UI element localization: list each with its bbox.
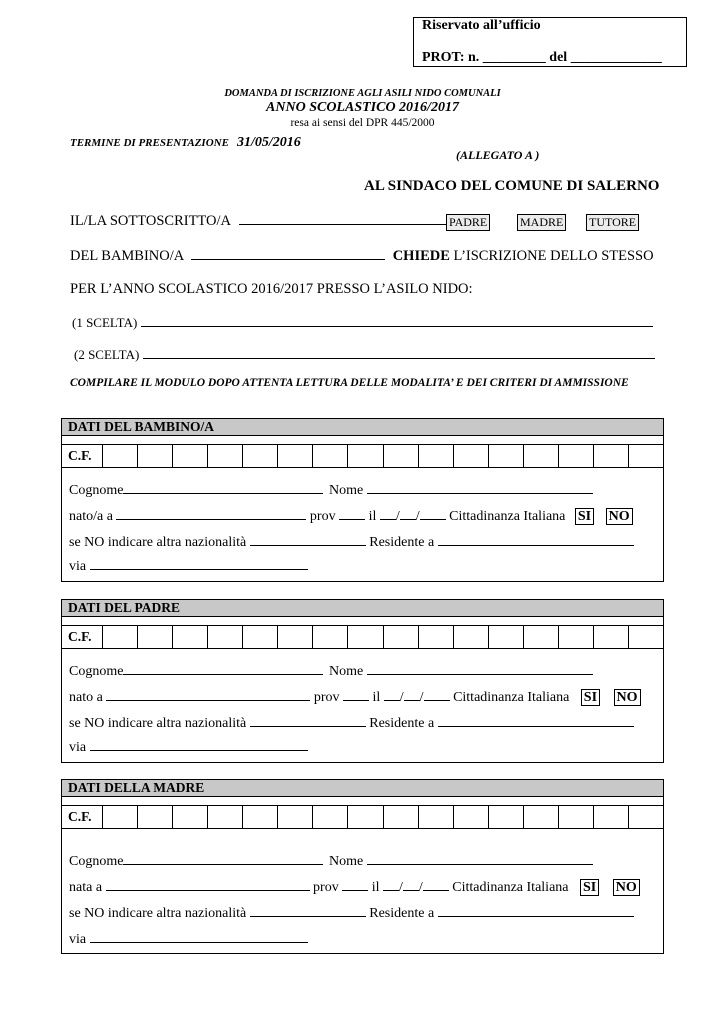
il-label: il — [368, 509, 377, 524]
birthplace-field[interactable] — [106, 878, 310, 891]
choice1-field[interactable] — [141, 314, 653, 327]
name-line — [69, 481, 593, 499]
cf-cell[interactable] — [383, 626, 418, 648]
form-title: DOMANDA DI ISCRIZIONE AGLI ASILI NIDO COMUNALI — [224, 88, 501, 99]
signer-line — [70, 212, 457, 230]
birth-line: nata a prov il / / Cittadinanza Italiana SI NO — [69, 878, 640, 896]
nome-field[interactable] — [367, 481, 593, 494]
cf-cell[interactable] — [453, 626, 488, 648]
cf-label: C.F. — [68, 448, 92, 463]
cf-cell[interactable] — [277, 445, 312, 467]
street-line — [69, 738, 308, 756]
name-line — [69, 662, 593, 680]
cf-cell[interactable] — [347, 445, 382, 467]
via-field[interactable] — [90, 738, 308, 751]
born-label: nata a — [69, 880, 103, 895]
cf-cell[interactable] — [523, 806, 558, 828]
nome-field[interactable] — [367, 852, 593, 865]
si-box[interactable]: SI — [575, 508, 594, 525]
cf-cell[interactable] — [383, 445, 418, 467]
cf-cell[interactable] — [488, 626, 523, 648]
cf-row — [62, 444, 663, 468]
prov-label: prov — [313, 880, 339, 895]
nationality-line — [69, 904, 634, 922]
cf-cell[interactable] — [558, 445, 593, 467]
choice2-line — [74, 346, 655, 363]
cf-cell[interactable] — [523, 445, 558, 467]
section-title: DATI DEL PADRE — [62, 600, 663, 617]
child-line — [70, 247, 654, 265]
si-box[interactable]: SI — [580, 879, 599, 896]
office-box — [413, 17, 687, 67]
cf-cell[interactable] — [172, 445, 207, 467]
via-field[interactable] — [90, 930, 308, 943]
cf-cell[interactable] — [137, 445, 172, 467]
nome-field[interactable] — [367, 662, 593, 675]
cognome-label: Cognome — [69, 483, 124, 498]
via-field[interactable] — [90, 557, 308, 570]
cf-cell[interactable] — [102, 445, 137, 467]
via-label: via — [69, 932, 87, 947]
month-field[interactable] — [403, 878, 419, 891]
birth-line: nato/a a prov il / / Cittadinanza Italiana SI NO — [69, 507, 633, 525]
cf-cell[interactable] — [312, 445, 347, 467]
signer-field[interactable] — [239, 212, 457, 225]
cf-cell[interactable] — [418, 445, 453, 467]
cognome-label: Cognome — [69, 664, 124, 679]
year-field[interactable] — [423, 878, 449, 891]
cf-cell[interactable] — [488, 445, 523, 467]
year-field[interactable] — [420, 507, 446, 520]
cognome-label: Cognome — [69, 854, 124, 869]
cf-cell[interactable] — [347, 806, 382, 828]
cf-cell[interactable] — [347, 626, 382, 648]
nationality-line — [69, 714, 634, 732]
cf-cell[interactable] — [593, 626, 628, 648]
prov-field[interactable] — [342, 878, 368, 891]
cf-cell[interactable] — [453, 445, 488, 467]
street-line — [69, 930, 308, 948]
cf-cell[interactable] — [628, 626, 663, 648]
cf-cell[interactable] — [523, 626, 558, 648]
section-mother — [61, 779, 664, 954]
cf-row — [62, 625, 663, 649]
via-label: via — [69, 740, 87, 755]
cf-cell[interactable] — [383, 806, 418, 828]
cognome-field[interactable] — [123, 481, 323, 494]
day-field[interactable] — [380, 507, 396, 520]
cf-cell[interactable] — [242, 626, 277, 648]
choice1-line — [72, 314, 653, 331]
month-field[interactable] — [404, 688, 420, 701]
residence-label: Residente a — [369, 906, 435, 921]
cf-cell[interactable] — [137, 806, 172, 828]
residence-field[interactable] — [438, 904, 634, 917]
cf-cell[interactable] — [277, 806, 312, 828]
protocol-field[interactable]: PROT: n. _________ del _____________ — [422, 50, 662, 65]
section-child — [61, 418, 664, 582]
cf-cell[interactable] — [558, 806, 593, 828]
prov-field[interactable] — [343, 688, 369, 701]
school-year: ANNO SCOLASTICO 2016/2017 — [266, 100, 459, 115]
addressee: AL SINDACO DEL COMUNE DI SALERNO — [364, 178, 660, 194]
cf-cell[interactable] — [137, 626, 172, 648]
citizenship-label: Cittadinanza Italiana — [452, 880, 569, 895]
residence-field[interactable] — [438, 533, 634, 546]
other-nationality-label: se NO indicare altra nazionalità — [69, 716, 247, 731]
prov-label: prov — [313, 690, 340, 705]
child-field[interactable] — [191, 247, 385, 260]
section-father — [61, 599, 664, 763]
law-reference: resa ai sensi del DPR 445/2000 — [290, 117, 435, 129]
cf-label: C.F. — [68, 809, 92, 824]
cf-cell[interactable] — [593, 445, 628, 467]
year-line: PER L’ANNO SCOLASTICO 2016/2017 PRESSO L’ASILO NIDO: — [70, 281, 473, 297]
il-label: il — [371, 880, 380, 895]
nome-label: Nome — [328, 664, 364, 679]
cf-cell[interactable] — [207, 626, 242, 648]
nome-label: Nome — [328, 483, 364, 498]
citizenship-label: Cittadinanza Italiana — [453, 690, 570, 705]
deadline-label: TERMINE DI PRESENTAZIONE — [70, 137, 229, 149]
cf-cell[interactable] — [418, 626, 453, 648]
role-madre[interactable]: MADRE — [517, 214, 566, 231]
choice1-label: (1 SCELTA) — [72, 315, 138, 330]
other-nationality-label: se NO indicare altra nazionalità — [69, 535, 247, 550]
choice2-field[interactable] — [143, 346, 655, 359]
cognome-field[interactable] — [123, 662, 323, 675]
cf-label: C.F. — [68, 629, 92, 644]
residence-label: Residente a — [369, 716, 435, 731]
no-box[interactable]: NO — [613, 879, 640, 896]
name-line — [69, 852, 593, 870]
day-field[interactable] — [384, 688, 400, 701]
cf-cell[interactable] — [102, 806, 137, 828]
request-text: L’ISCRIZIONE DELLO STESSO — [453, 248, 654, 264]
residence-label: Residente a — [369, 535, 435, 550]
born-label: nato a — [69, 690, 103, 705]
cf-cell[interactable] — [628, 806, 663, 828]
cf-cell[interactable] — [207, 445, 242, 467]
role-padre[interactable]: PADRE — [446, 214, 490, 231]
prov-label: prov — [309, 509, 336, 524]
cf-cell[interactable] — [277, 626, 312, 648]
nationality-field[interactable] — [250, 904, 366, 917]
cf-cell[interactable] — [207, 806, 242, 828]
other-nationality-label: se NO indicare altra nazionalità — [69, 906, 247, 921]
instructions: COMPILARE IL MODULO DOPO ATTENTA LETTURA DELLE MODALITA’ E DEI CRITERI DI AMMISSIONE — [70, 377, 629, 389]
deadline — [70, 133, 301, 151]
role-tutore[interactable]: TUTORE — [586, 214, 639, 231]
cf-cell[interactable] — [172, 626, 207, 648]
child-label: DEL BAMBINO/A — [70, 248, 184, 264]
nationality-field[interactable] — [250, 714, 366, 727]
si-box[interactable]: SI — [581, 689, 600, 706]
prov-field[interactable] — [339, 507, 365, 520]
cf-cell[interactable] — [488, 806, 523, 828]
cf-cell[interactable] — [242, 445, 277, 467]
cf-cell[interactable] — [453, 806, 488, 828]
cf-cell[interactable] — [418, 806, 453, 828]
no-box[interactable]: NO — [606, 508, 633, 525]
cf-cell[interactable] — [312, 626, 347, 648]
cf-cell[interactable] — [558, 626, 593, 648]
year-field[interactable] — [424, 688, 450, 701]
deadline-date: 31/05/2016 — [236, 135, 301, 150]
birthplace-field[interactable] — [106, 688, 310, 701]
born-label: nato/a a — [69, 509, 113, 524]
chiede-label: CHIEDE — [392, 248, 450, 264]
nationality-line — [69, 533, 634, 551]
birth-line: nato a prov il / / Cittadinanza Italiana SI NO — [69, 688, 641, 706]
cf-cell[interactable] — [102, 626, 137, 648]
day-field[interactable] — [383, 878, 399, 891]
signer-label: IL/LA SOTTOSCRITTO/A — [70, 213, 231, 229]
no-box[interactable]: NO — [614, 689, 641, 706]
via-label: via — [69, 559, 87, 574]
il-label: il — [372, 690, 381, 705]
cognome-field[interactable] — [123, 852, 323, 865]
cf-cell[interactable] — [172, 806, 207, 828]
section-title: DATI DEL BAMBINO/A — [62, 419, 663, 436]
nome-label: Nome — [328, 854, 364, 869]
cf-cell[interactable] — [312, 806, 347, 828]
nationality-field[interactable] — [250, 533, 366, 546]
cf-cell[interactable] — [242, 806, 277, 828]
citizenship-label: Cittadinanza Italiana — [449, 509, 566, 524]
residence-field[interactable] — [438, 714, 634, 727]
section-title: DATI DELLA MADRE — [62, 780, 663, 797]
cf-cell[interactable] — [628, 445, 663, 467]
birthplace-field[interactable] — [116, 507, 306, 520]
office-label: Riservato all’ufficio — [422, 18, 541, 33]
street-line — [69, 557, 308, 575]
month-field[interactable] — [400, 507, 416, 520]
cf-cell[interactable] — [593, 806, 628, 828]
choice2-label: (2 SCELTA) — [74, 347, 140, 362]
attachment-label: (ALLEGATO A ) — [456, 148, 540, 162]
cf-row — [62, 805, 663, 829]
